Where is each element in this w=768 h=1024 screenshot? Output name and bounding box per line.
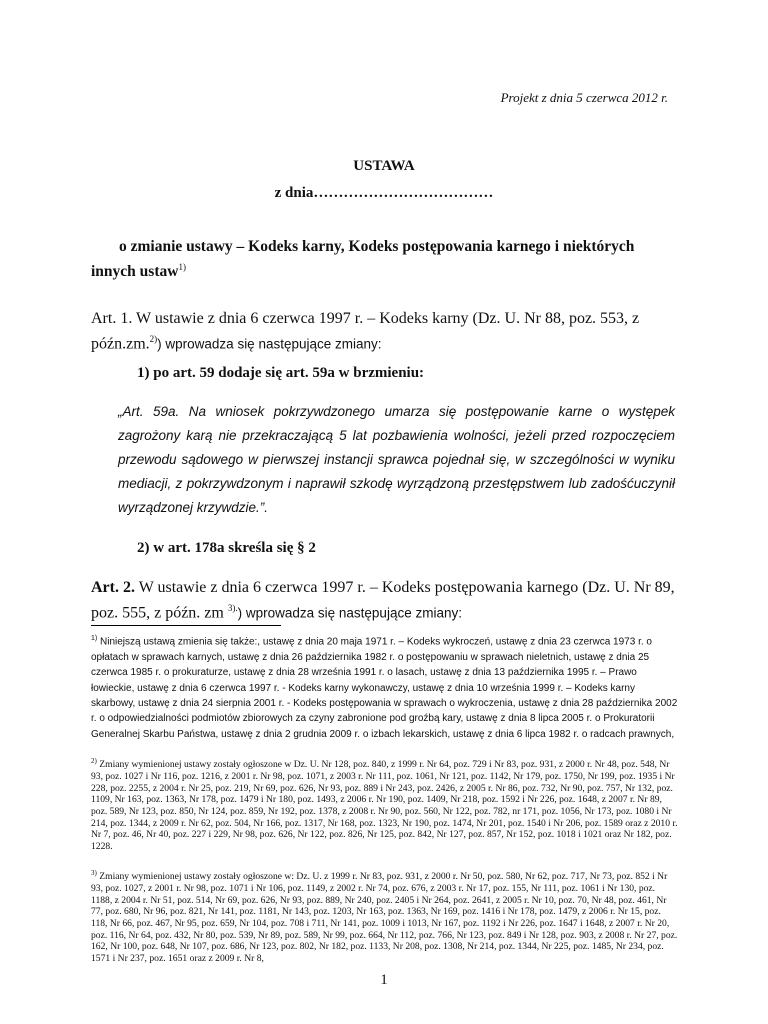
article-2 bbox=[91, 578, 691, 623]
article-59a-quote: „Art. 59a. Na wniosek pokrzywdzonego umarza się postępowanie karne o występek zagrożony karą nie przekraczającą 5 lat pozbawienia wolności, jeżeli przed rozpoczęciem przewodu sądowego w pierwszej instancji sprawca pojednał się, w szczególności w wyniku mediacji, z pokrzywdzonym i naprawił szkodę wyrządzoną przestępstwem lub zadośćuczynił wyrządzonej krzywdzie.”. bbox=[118, 404, 675, 515]
act-subject-line1: o zmianie ustawy – Kodeks karny, Kodeks postępowania karnego i niektórych bbox=[119, 238, 635, 255]
article-1 bbox=[91, 309, 691, 354]
article-1-item-2: 2) w art. 178a skreśla się § 2 bbox=[137, 540, 316, 556]
footnote-ref-1[interactable]: 1) bbox=[178, 262, 186, 272]
footnote-2 bbox=[91, 756, 678, 853]
footnote-3 bbox=[91, 868, 678, 965]
article-2-label: Art. 2. bbox=[91, 579, 135, 596]
article-1-item-1: 1) po art. 59 dodaje się art. 59a w brzmieniu: bbox=[137, 365, 425, 381]
footnote-separator bbox=[91, 625, 281, 626]
act-subject-line2: innych ustaw bbox=[91, 263, 179, 281]
footnote-3-mark: 3) bbox=[91, 869, 97, 877]
article-2-tail: ) wprowadza się następujące zmiany: bbox=[237, 605, 462, 621]
document-title: USTAWA bbox=[353, 158, 415, 174]
article-1-text: Art. 1. W ustawie z dnia 6 czerwca 1997 r. – Kodeks karny (Dz. U. Nr 88, poz. 553, z późn.zm. bbox=[91, 310, 640, 353]
footnote-ref-2[interactable]: 2) bbox=[149, 334, 158, 344]
draft-date-header: Projekt z dnia 5 czerwca 2012 r. bbox=[500, 90, 668, 105]
document-date-line: z dnia……………………………… bbox=[274, 185, 494, 201]
footnote-ref-3[interactable]: 3). bbox=[227, 603, 238, 613]
footnote-1-text: Niniejszą ustawą zmienia się także:, ustawę z dnia 20 maja 1971 r. – Kodeks wykroczeń, ustawę z dnia 23 czerwca 1973 r. o opłatach w sprawach karnych, ustawę z dnia 26 października 1982 r. o postępowaniu w sprawach nieletnich, ustawę z dnia 25 czerwca 1985 r. o prokuraturze, ustawę z dnia 28 września 1991 r. o lasach, ustawę z dnia 13 października 1995 r. – Prawo łowieckie, ustawę z dnia 6 czerwca 1997 r. - Kodeks karny wykonawczy, ustawę z dnia 10 września 1999 r. – Kodeks karny skarbowy, ustawę z dnia 24 sierpnia 2001 r. - Kodeks postępowania w sprawach o wykroczenia, ustawę z dnia 28 października 2002 r. o odpowiedzialności podmiotów zbiorowych za czyny zabronione pod groźbą kary, ustawę z dnia 8 lipca 2005 r. o Prokuratorii Generalnej Skarbu Państwa, ustawę z dnia 2 grudnia 2009 r. o izbach lekarskich, ustawę z dnia 6 lipca 1982 r. o radcach prawnych, bbox=[91, 636, 678, 740]
footnote-1-mark: 1) bbox=[91, 635, 98, 642]
article-1-tail: ) wprowadza się następujące zmiany: bbox=[157, 336, 382, 352]
article-2-text: W ustawie z dnia 6 czerwca 1997 r. – Kodeks postępowania karnego (Dz. U. Nr 89, poz. 555, z późn. zm bbox=[91, 579, 675, 622]
footnote-1 bbox=[91, 631, 678, 742]
footnote-2-text: Zmiany wymienionej ustawy zostały ogłoszone w Dz. U. Nr 128, poz. 840, z 1999 r. Nr 64, poz. 729 i Nr 83, poz. 931, z 2000 r. Nr 48, poz. 548, Nr 93, poz. 1027 i Nr 116, poz. 1216, z 2001 r. Nr 98, poz. 1071, z 2003 r. Nr 111, poz. 1061, Nr 121, poz. 1142, Nr 179, poz. 1750, Nr 199, poz. 1935 i Nr 228, poz. 2255, z 2004 r. Nr 25, poz. 219, Nr 69, poz. 626, Nr 93, poz. 889 i Nr 243, poz. 2426, z 2005 r. Nr 86, poz. 732, Nr 90, poz. 757, Nr 132, poz. 1109, Nr 163, poz. 1363, Nr 178, poz. 1479 i Nr 180, poz. 1493, z 2006 r. Nr 190, poz. 1409, Nr 218, poz. 1592 i Nr 226, poz. 1648, z 2007 r. Nr 89, poz. 589, Nr 123, poz. 850, Nr 124, poz. 859, Nr 192, poz. 1378, z 2008 r. Nr 90, poz. 560, Nr 122, poz. 782, nr 171, poz. 1056, Nr 173, poz. 1080 i Nr 214, poz. 1344, z 2009 r. Nr 62, poz. 504, Nr 166, poz. 1317, Nr 168, poz. 1323, Nr 190, poz. 1474, Nr 201, poz. 1540 i Nr 206, poz. 1589 oraz z 2010 r. Nr 7, poz. 46, Nr 40, poz. 227 i 229, Nr 98, poz. 626, Nr 122, poz. 826, Nr 125, poz. 842, Nr 127, poz. 857, Nr 152, poz. 1018 i 1021 oraz Nr 182, poz. 1228. bbox=[91, 759, 678, 853]
act-subject bbox=[91, 237, 691, 282]
footnote-2-mark: 2) bbox=[91, 757, 97, 765]
footnote-3-text: Zmiany wymienionej ustawy zostały ogłoszone w: Dz. U. z 1999 r. Nr 83, poz. 931, z 2000 r. Nr 50, poz. 580, Nr 62, poz. 717, Nr 73, poz. 852 i Nr 93, poz. 1027, z 2001 r. Nr 98, poz. 1071 i Nr 106, poz. 1149, z 2002 r. Nr 74, poz. 676, z 2003 r. Nr 17, poz. 155, Nr 111, poz. 1061 i Nr 130, poz. 1188, z 2004 r. Nr 51, poz. 514, Nr 69, poz. 626, Nr 93, poz. 889, Nr 240, poz. 2405 i Nr 264, poz. 2641, z 2005 r. Nr 10, poz. 70, Nr 48, poz. 461, Nr 77, poz. 680, Nr 96, poz. 821, Nr 141, poz. 1181, Nr 143, poz. 1203, Nr 163, poz. 1363, Nr 169, poz. 1416 i Nr 178, poz. 1479, z 2006 r. Nr 15, poz. 118, Nr 66, poz. 467, Nr 95, poz. 659, Nr 104, poz. 708 i 711, Nr 141, poz. 1009 i 1013, Nr 167, poz. 1192 i Nr 226, poz. 1647 i 1648, z 2007 r. Nr 20, poz. 116, Nr 64, poz. 432, Nr 80, poz. 539, Nr 89, poz. 589, Nr 99, poz. 664, Nr 112, poz. 766, Nr 123, poz. 849 i Nr 128, poz. 903, z 2008 r. Nr 27, poz. 162, Nr 100, poz. 648, Nr 107, poz. 686, Nr 123, poz. 802, Nr 182, poz. 1133, Nr 208, poz. 1308, Nr 214, poz. 1344, Nr 225, poz. 1485, Nr 234, poz. 1571 i Nr 237, poz. 1651 oraz z 2009 r. Nr 8, bbox=[91, 871, 678, 965]
page-number: 1 bbox=[380, 972, 388, 988]
